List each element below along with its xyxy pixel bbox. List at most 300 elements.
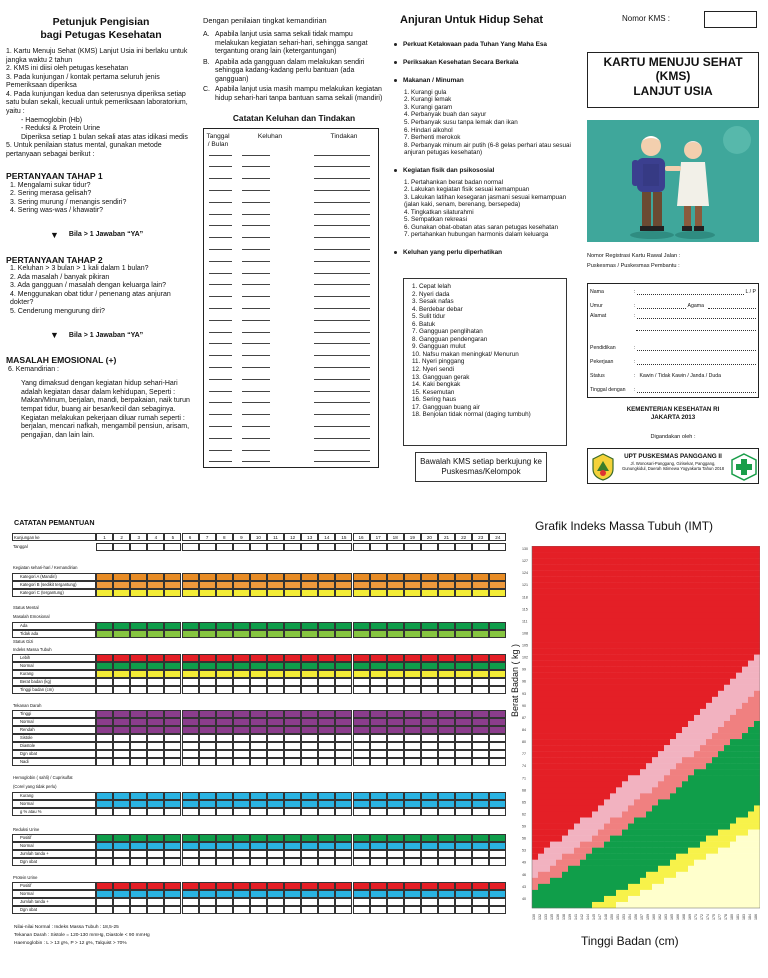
row-cell[interactable] bbox=[318, 622, 335, 630]
row-cell[interactable] bbox=[335, 710, 352, 718]
keluhan-line[interactable] bbox=[209, 450, 232, 451]
row-cell[interactable] bbox=[147, 573, 164, 581]
row-cell[interactable] bbox=[370, 906, 387, 914]
row-cell[interactable] bbox=[182, 573, 199, 581]
row-cell[interactable] bbox=[147, 678, 164, 686]
field-alamat[interactable]: Alamat : bbox=[590, 313, 756, 319]
row-cell[interactable] bbox=[113, 842, 130, 850]
row-cell[interactable] bbox=[387, 834, 404, 842]
row-cell[interactable] bbox=[301, 726, 318, 734]
row-cell[interactable] bbox=[284, 654, 301, 662]
row-cell[interactable] bbox=[472, 686, 489, 694]
row-cell[interactable] bbox=[250, 842, 267, 850]
row-cell[interactable] bbox=[318, 834, 335, 842]
row-cell[interactable] bbox=[284, 890, 301, 898]
row-cell[interactable] bbox=[199, 890, 216, 898]
row-cell[interactable] bbox=[147, 581, 164, 589]
row-cell[interactable] bbox=[472, 742, 489, 750]
row-cell[interactable] bbox=[489, 850, 506, 858]
row-cell[interactable] bbox=[421, 906, 438, 914]
row-cell[interactable] bbox=[267, 882, 284, 890]
row-cell[interactable] bbox=[233, 898, 250, 906]
row-cell[interactable] bbox=[404, 734, 421, 742]
row-cell[interactable] bbox=[404, 726, 421, 734]
row-cell[interactable] bbox=[472, 834, 489, 842]
row-cell[interactable] bbox=[267, 726, 284, 734]
row-cell[interactable] bbox=[233, 654, 250, 662]
row-cell[interactable] bbox=[199, 792, 216, 800]
row-cell[interactable] bbox=[130, 662, 147, 670]
row-cell[interactable] bbox=[370, 678, 387, 686]
row-cell[interactable] bbox=[404, 834, 421, 842]
row-cell[interactable] bbox=[472, 726, 489, 734]
row-cell[interactable] bbox=[284, 898, 301, 906]
row-cell[interactable] bbox=[353, 758, 370, 766]
row-cell[interactable] bbox=[199, 808, 216, 816]
row-cell[interactable] bbox=[335, 734, 352, 742]
row-cell[interactable] bbox=[182, 906, 199, 914]
row-cell[interactable] bbox=[301, 834, 318, 842]
row-cell[interactable] bbox=[113, 750, 130, 758]
keluhan-line[interactable] bbox=[314, 332, 370, 333]
row-cell[interactable] bbox=[216, 654, 233, 662]
row-cell[interactable] bbox=[301, 718, 318, 726]
row-cell[interactable] bbox=[335, 808, 352, 816]
keluhan-line[interactable] bbox=[209, 355, 232, 356]
row-cell[interactable] bbox=[199, 630, 216, 638]
keluhan-line[interactable] bbox=[242, 461, 270, 462]
row-cell[interactable] bbox=[267, 589, 284, 597]
row-cell[interactable] bbox=[147, 758, 164, 766]
row-cell[interactable] bbox=[284, 834, 301, 842]
row-cell[interactable] bbox=[421, 750, 438, 758]
row-cell[interactable] bbox=[130, 718, 147, 726]
row-cell[interactable] bbox=[353, 742, 370, 750]
row-cell[interactable] bbox=[387, 850, 404, 858]
row-cell[interactable] bbox=[250, 573, 267, 581]
keluhan-line[interactable] bbox=[242, 190, 270, 191]
row-cell[interactable] bbox=[113, 581, 130, 589]
row-cell[interactable] bbox=[421, 589, 438, 597]
row-cell[interactable] bbox=[199, 622, 216, 630]
row-cell[interactable] bbox=[353, 882, 370, 890]
row-cell[interactable] bbox=[130, 834, 147, 842]
row-cell[interactable] bbox=[147, 808, 164, 816]
row-cell[interactable] bbox=[199, 758, 216, 766]
row-cell[interactable] bbox=[147, 654, 164, 662]
row-cell[interactable] bbox=[267, 662, 284, 670]
row-cell[interactable] bbox=[404, 718, 421, 726]
row-cell[interactable] bbox=[284, 858, 301, 866]
row-cell[interactable] bbox=[489, 622, 506, 630]
row-cell[interactable] bbox=[301, 630, 318, 638]
row-cell[interactable] bbox=[284, 710, 301, 718]
row-cell[interactable] bbox=[267, 630, 284, 638]
row-cell[interactable] bbox=[335, 898, 352, 906]
row-cell[interactable] bbox=[96, 758, 113, 766]
row-cell[interactable] bbox=[370, 850, 387, 858]
row-cell[interactable] bbox=[233, 686, 250, 694]
row-cell[interactable] bbox=[353, 906, 370, 914]
keluhan-line[interactable] bbox=[242, 355, 270, 356]
row-cell[interactable] bbox=[233, 622, 250, 630]
row-cell[interactable] bbox=[164, 858, 181, 866]
row-cell[interactable] bbox=[353, 890, 370, 898]
row-cell[interactable] bbox=[489, 630, 506, 638]
row-cell[interactable] bbox=[318, 589, 335, 597]
row-cell[interactable] bbox=[113, 858, 130, 866]
row-cell[interactable] bbox=[182, 882, 199, 890]
row-cell[interactable] bbox=[233, 850, 250, 858]
row-cell[interactable] bbox=[489, 800, 506, 808]
row-cell[interactable] bbox=[130, 742, 147, 750]
row-cell[interactable] bbox=[438, 686, 455, 694]
row-cell[interactable] bbox=[421, 834, 438, 842]
row-cell[interactable] bbox=[421, 573, 438, 581]
row-cell[interactable] bbox=[216, 581, 233, 589]
row-cell[interactable] bbox=[147, 670, 164, 678]
row-cell[interactable] bbox=[455, 750, 472, 758]
row-cell[interactable] bbox=[199, 573, 216, 581]
row-cell[interactable] bbox=[216, 670, 233, 678]
row-cell[interactable] bbox=[130, 800, 147, 808]
row-cell[interactable] bbox=[96, 662, 113, 670]
keluhan-line[interactable] bbox=[242, 379, 270, 380]
row-cell[interactable] bbox=[267, 686, 284, 694]
row-cell[interactable] bbox=[233, 906, 250, 914]
row-cell[interactable] bbox=[353, 622, 370, 630]
row-cell[interactable] bbox=[301, 654, 318, 662]
row-cell[interactable] bbox=[489, 834, 506, 842]
row-cell[interactable] bbox=[233, 800, 250, 808]
row-cell[interactable] bbox=[421, 662, 438, 670]
row-cell[interactable] bbox=[318, 686, 335, 694]
row-cell[interactable] bbox=[164, 573, 181, 581]
row-cell[interactable] bbox=[438, 834, 455, 842]
row-cell[interactable] bbox=[130, 726, 147, 734]
row-cell[interactable] bbox=[353, 670, 370, 678]
row-cell[interactable] bbox=[455, 654, 472, 662]
keluhan-line[interactable] bbox=[242, 237, 270, 238]
row-cell[interactable] bbox=[472, 808, 489, 816]
keluhan-line[interactable] bbox=[242, 343, 270, 344]
row-cell[interactable] bbox=[267, 670, 284, 678]
row-cell[interactable] bbox=[267, 800, 284, 808]
row-cell[interactable] bbox=[318, 678, 335, 686]
row-cell[interactable] bbox=[472, 654, 489, 662]
row-cell[interactable] bbox=[472, 858, 489, 866]
row-cell[interactable] bbox=[318, 800, 335, 808]
row-cell[interactable] bbox=[284, 906, 301, 914]
row-cell[interactable] bbox=[370, 573, 387, 581]
row-cell[interactable] bbox=[353, 750, 370, 758]
row-cell[interactable] bbox=[421, 622, 438, 630]
row-cell[interactable] bbox=[147, 850, 164, 858]
row-cell[interactable] bbox=[96, 726, 113, 734]
row-cell[interactable] bbox=[489, 734, 506, 742]
row-cell[interactable] bbox=[472, 898, 489, 906]
row-cell[interactable] bbox=[216, 622, 233, 630]
row-cell[interactable] bbox=[318, 718, 335, 726]
row-cell[interactable] bbox=[199, 581, 216, 589]
row-cell[interactable] bbox=[472, 622, 489, 630]
row-cell[interactable] bbox=[216, 718, 233, 726]
row-cell[interactable] bbox=[438, 842, 455, 850]
row-cell[interactable] bbox=[387, 686, 404, 694]
row-cell[interactable] bbox=[199, 589, 216, 597]
row-cell[interactable] bbox=[404, 750, 421, 758]
row-cell[interactable] bbox=[455, 589, 472, 597]
row-cell[interactable] bbox=[455, 686, 472, 694]
row-cell[interactable] bbox=[164, 630, 181, 638]
keluhan-line[interactable] bbox=[242, 225, 270, 226]
row-cell[interactable] bbox=[216, 834, 233, 842]
row-cell[interactable] bbox=[455, 842, 472, 850]
row-cell[interactable] bbox=[387, 742, 404, 750]
keluhan-line[interactable] bbox=[314, 450, 370, 451]
row-cell[interactable] bbox=[130, 898, 147, 906]
row-cell[interactable] bbox=[250, 686, 267, 694]
row-cell[interactable] bbox=[353, 808, 370, 816]
keluhan-line[interactable] bbox=[242, 438, 270, 439]
row-cell[interactable] bbox=[96, 589, 113, 597]
row-cell[interactable] bbox=[250, 718, 267, 726]
row-cell[interactable] bbox=[318, 906, 335, 914]
row-cell[interactable] bbox=[250, 750, 267, 758]
row-cell[interactable] bbox=[182, 581, 199, 589]
keluhan-line[interactable] bbox=[314, 367, 370, 368]
row-cell[interactable] bbox=[182, 792, 199, 800]
keluhan-line[interactable] bbox=[242, 402, 270, 403]
row-cell[interactable] bbox=[267, 750, 284, 758]
row-cell[interactable] bbox=[130, 882, 147, 890]
row-cell[interactable] bbox=[387, 630, 404, 638]
row-cell[interactable] bbox=[489, 589, 506, 597]
row-cell[interactable] bbox=[455, 858, 472, 866]
row-cell[interactable] bbox=[216, 742, 233, 750]
row-cell[interactable] bbox=[301, 670, 318, 678]
row-cell[interactable] bbox=[318, 654, 335, 662]
row-cell[interactable] bbox=[421, 882, 438, 890]
row-cell[interactable] bbox=[472, 581, 489, 589]
row-cell[interactable] bbox=[404, 589, 421, 597]
keluhan-line[interactable] bbox=[314, 402, 370, 403]
keluhan-line[interactable] bbox=[209, 296, 232, 297]
row-cell[interactable] bbox=[404, 808, 421, 816]
row-cell[interactable] bbox=[130, 670, 147, 678]
row-cell[interactable] bbox=[250, 630, 267, 638]
row-cell[interactable] bbox=[318, 726, 335, 734]
row-cell[interactable] bbox=[318, 750, 335, 758]
row-cell[interactable] bbox=[421, 800, 438, 808]
keluhan-line[interactable] bbox=[314, 273, 370, 274]
row-cell[interactable] bbox=[164, 654, 181, 662]
row-cell[interactable] bbox=[267, 842, 284, 850]
row-cell[interactable] bbox=[387, 890, 404, 898]
row-cell[interactable] bbox=[370, 686, 387, 694]
row-cell[interactable] bbox=[96, 573, 113, 581]
row-cell[interactable] bbox=[267, 654, 284, 662]
keluhan-line[interactable] bbox=[314, 237, 370, 238]
row-cell[interactable] bbox=[455, 906, 472, 914]
row-cell[interactable] bbox=[353, 834, 370, 842]
row-cell[interactable] bbox=[233, 742, 250, 750]
row-cell[interactable] bbox=[421, 850, 438, 858]
row-cell[interactable] bbox=[421, 792, 438, 800]
keluhan-line[interactable] bbox=[209, 237, 232, 238]
row-cell[interactable] bbox=[164, 662, 181, 670]
tanggal-cell[interactable] bbox=[353, 543, 370, 551]
row-cell[interactable] bbox=[199, 726, 216, 734]
row-cell[interactable] bbox=[250, 670, 267, 678]
row-cell[interactable] bbox=[284, 670, 301, 678]
row-cell[interactable] bbox=[489, 898, 506, 906]
row-cell[interactable] bbox=[164, 792, 181, 800]
row-cell[interactable] bbox=[438, 850, 455, 858]
row-cell[interactable] bbox=[455, 630, 472, 638]
row-cell[interactable] bbox=[370, 630, 387, 638]
row-cell[interactable] bbox=[438, 890, 455, 898]
row-cell[interactable] bbox=[318, 758, 335, 766]
nomor-kms-field[interactable] bbox=[704, 11, 757, 28]
keluhan-line[interactable] bbox=[209, 202, 232, 203]
row-cell[interactable] bbox=[438, 630, 455, 638]
row-cell[interactable] bbox=[387, 622, 404, 630]
row-cell[interactable] bbox=[164, 800, 181, 808]
row-cell[interactable] bbox=[318, 842, 335, 850]
row-cell[interactable] bbox=[353, 734, 370, 742]
row-cell[interactable] bbox=[250, 742, 267, 750]
row-cell[interactable] bbox=[301, 742, 318, 750]
row-cell[interactable] bbox=[199, 710, 216, 718]
tanggal-cell[interactable] bbox=[318, 543, 335, 551]
row-cell[interactable] bbox=[130, 758, 147, 766]
row-cell[interactable] bbox=[233, 581, 250, 589]
row-cell[interactable] bbox=[370, 750, 387, 758]
row-cell[interactable] bbox=[233, 589, 250, 597]
row-cell[interactable] bbox=[164, 622, 181, 630]
row-cell[interactable] bbox=[489, 882, 506, 890]
row-cell[interactable] bbox=[267, 678, 284, 686]
row-cell[interactable] bbox=[489, 718, 506, 726]
tanggal-cell[interactable] bbox=[421, 543, 438, 551]
row-cell[interactable] bbox=[489, 686, 506, 694]
row-cell[interactable] bbox=[404, 882, 421, 890]
row-cell[interactable] bbox=[284, 742, 301, 750]
row-cell[interactable] bbox=[455, 834, 472, 842]
row-cell[interactable] bbox=[489, 654, 506, 662]
tanggal-cell[interactable] bbox=[164, 543, 181, 551]
row-cell[interactable] bbox=[233, 882, 250, 890]
row-cell[interactable] bbox=[250, 906, 267, 914]
row-cell[interactable] bbox=[335, 726, 352, 734]
row-cell[interactable] bbox=[96, 898, 113, 906]
row-cell[interactable] bbox=[421, 808, 438, 816]
row-cell[interactable] bbox=[130, 850, 147, 858]
row-cell[interactable] bbox=[404, 858, 421, 866]
row-cell[interactable] bbox=[489, 842, 506, 850]
row-cell[interactable] bbox=[370, 890, 387, 898]
row-cell[interactable] bbox=[130, 630, 147, 638]
row-cell[interactable] bbox=[455, 710, 472, 718]
row-cell[interactable] bbox=[353, 718, 370, 726]
row-cell[interactable] bbox=[387, 726, 404, 734]
row-cell[interactable] bbox=[455, 792, 472, 800]
keluhan-line[interactable] bbox=[209, 308, 232, 309]
row-cell[interactable] bbox=[113, 710, 130, 718]
row-cell[interactable] bbox=[438, 573, 455, 581]
row-cell[interactable] bbox=[96, 630, 113, 638]
keluhan-line[interactable] bbox=[314, 261, 370, 262]
row-cell[interactable] bbox=[267, 808, 284, 816]
keluhan-line[interactable] bbox=[314, 178, 370, 179]
row-cell[interactable] bbox=[438, 750, 455, 758]
row-cell[interactable] bbox=[301, 758, 318, 766]
row-cell[interactable] bbox=[233, 734, 250, 742]
keluhan-line[interactable] bbox=[209, 214, 232, 215]
row-cell[interactable] bbox=[301, 573, 318, 581]
row-cell[interactable] bbox=[199, 834, 216, 842]
row-cell[interactable] bbox=[182, 678, 199, 686]
row-cell[interactable] bbox=[404, 800, 421, 808]
row-cell[interactable] bbox=[147, 734, 164, 742]
row-cell[interactable] bbox=[284, 678, 301, 686]
row-cell[interactable] bbox=[267, 850, 284, 858]
row-cell[interactable] bbox=[335, 622, 352, 630]
tanggal-cell[interactable] bbox=[301, 543, 318, 551]
row-cell[interactable] bbox=[438, 662, 455, 670]
row-cell[interactable] bbox=[455, 718, 472, 726]
row-cell[interactable] bbox=[301, 890, 318, 898]
row-cell[interactable] bbox=[182, 654, 199, 662]
row-cell[interactable] bbox=[370, 800, 387, 808]
keluhan-line[interactable] bbox=[314, 225, 370, 226]
row-cell[interactable] bbox=[404, 792, 421, 800]
keluhan-line[interactable] bbox=[314, 166, 370, 167]
row-cell[interactable] bbox=[301, 686, 318, 694]
row-cell[interactable] bbox=[164, 686, 181, 694]
row-cell[interactable] bbox=[301, 589, 318, 597]
row-cell[interactable] bbox=[387, 581, 404, 589]
row-cell[interactable] bbox=[318, 882, 335, 890]
row-cell[interactable] bbox=[130, 622, 147, 630]
row-cell[interactable] bbox=[335, 858, 352, 866]
row-cell[interactable] bbox=[216, 792, 233, 800]
row-cell[interactable] bbox=[472, 792, 489, 800]
row-cell[interactable] bbox=[147, 710, 164, 718]
keluhan-line[interactable] bbox=[314, 426, 370, 427]
row-cell[interactable] bbox=[335, 906, 352, 914]
row-cell[interactable] bbox=[216, 898, 233, 906]
keluhan-line[interactable] bbox=[209, 332, 232, 333]
row-cell[interactable] bbox=[370, 742, 387, 750]
row-cell[interactable] bbox=[370, 882, 387, 890]
row-cell[interactable] bbox=[250, 734, 267, 742]
keluhan-line[interactable] bbox=[209, 426, 232, 427]
row-cell[interactable] bbox=[455, 573, 472, 581]
row-cell[interactable] bbox=[147, 834, 164, 842]
row-cell[interactable] bbox=[96, 622, 113, 630]
row-cell[interactable] bbox=[353, 842, 370, 850]
keluhan-line[interactable] bbox=[209, 190, 232, 191]
row-cell[interactable] bbox=[233, 750, 250, 758]
row-cell[interactable] bbox=[250, 850, 267, 858]
row-cell[interactable] bbox=[130, 858, 147, 866]
keluhan-line[interactable] bbox=[314, 296, 370, 297]
row-cell[interactable] bbox=[250, 882, 267, 890]
row-cell[interactable] bbox=[472, 670, 489, 678]
row-cell[interactable] bbox=[182, 622, 199, 630]
